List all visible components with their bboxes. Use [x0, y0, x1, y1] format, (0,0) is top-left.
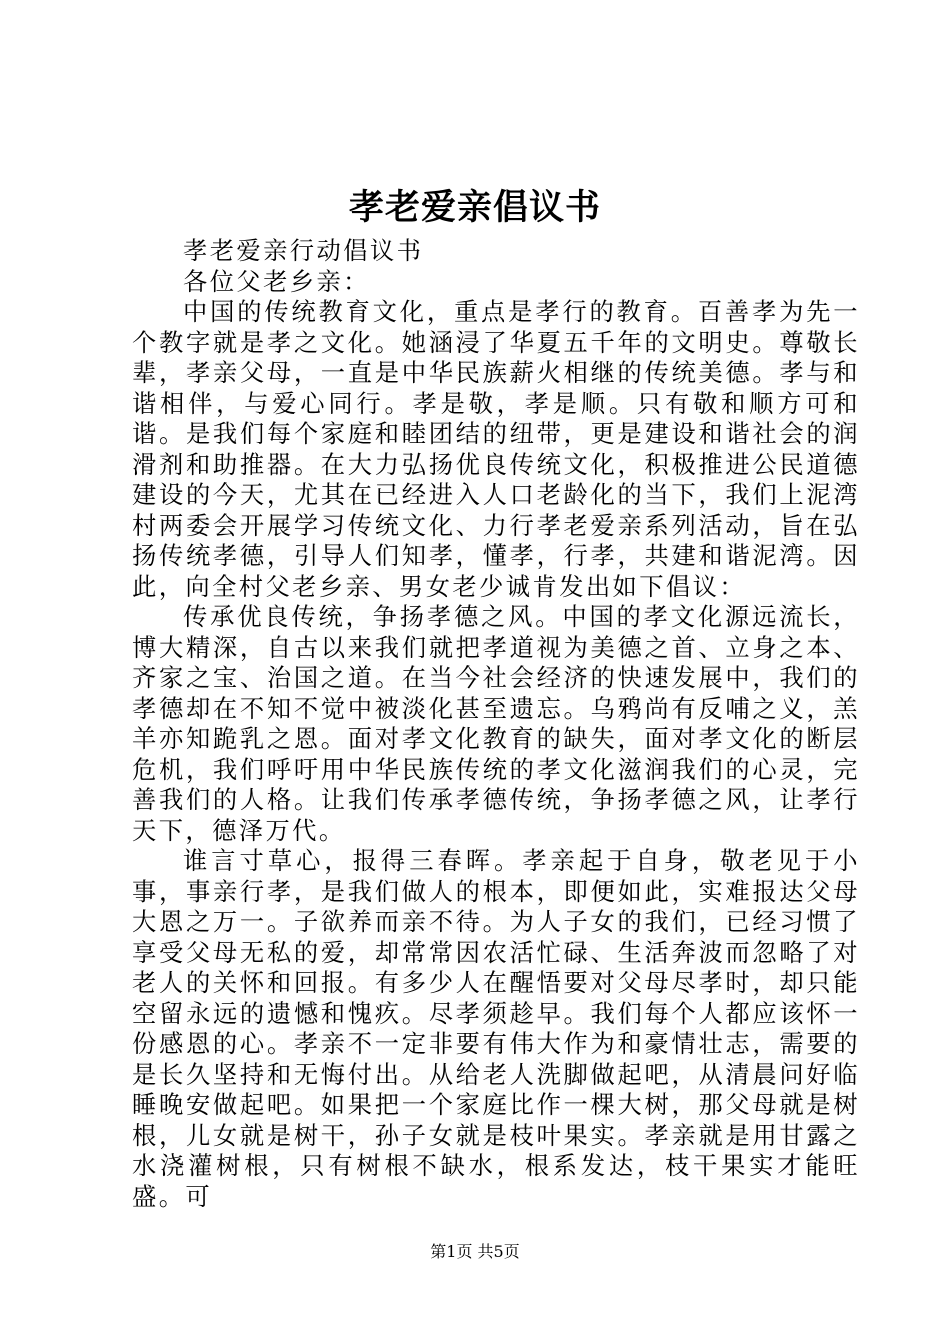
paragraph-tradition: 传承优良传统，争扬孝德之风。中国的孝文化源远流长，博大精深，自古以来我们就把孝道视为美德之首、立身之本、齐家之宝、治国之道。在当今社会经济的快速发展中，我们的孝德却在不知不觉中被淡化甚至遗忘。乌鸦尚有反哺之义，羔羊亦知跪乳之恩。面对孝文化教育的缺失，面对孝文化的断层危机，我们呼吁用中华民族传统的孝文化滋润我们的心灵，完善我们的人格。让我们传承孝德传统，争扬孝德之风，让孝行天下，德泽万代。 [132, 602, 860, 845]
paragraph-introduction: 中国的传统教育文化，重点是孝行的教育。百善孝为先一个教字就是孝之文化。她涵浸了华夏五千年的文明史。尊敬长辈，孝亲父母，一直是中华民族薪火相继的传统美德。孝与和谐相伴，与爱心同行。孝是敬，孝是顺。只有敬和顺方可和谐。是我们每个家庭和睦团结的纽带，更是建设和谐社会的润滑剂和助推器。在大力弘扬优良传统文化，积极推进公民道德建设的今天，尤其在已经进入人口老龄化的当下，我们上泥湾村两委会开展学习传统文化、力行孝老爱亲系列活动，旨在弘扬传统孝德，引导人们知孝，懂孝，行孝，共建和谐泥湾。因此，向全村父老乡亲、男女老少诚肯发出如下倡议： [132, 297, 860, 601]
document-body [132, 236, 860, 1212]
paragraph-salutation: 各位父老乡亲： [183, 266, 370, 296]
page-number-footer: 第1页 共5页 [430, 1242, 520, 1261]
document-title: 孝老爱亲倡议书 [348, 188, 601, 228]
paragraph-subtitle: 孝老爱亲行动倡议书 [183, 236, 424, 265]
paragraph-gratitude: 谁言寸草心，报得三春晖。孝亲起于自身，敬老见于小事，事亲行孝，是我们做人的根本，即便如此，实难报达父母大恩之万一。子欲养而亲不待。为人子女的我们，已经习惯了享受父母无私的爱，却常常因农活忙碌、生活奔波而忽略了对老人的关怀和回报。有多少人在醒悟要对父母尽孝时，却只能空留永远的遗憾和愧疚。尽孝须趁早。我们每个人都应该怀一份感恩的心。孝亲不一定非要有伟大作为和豪情壮志，需要的是长久坚持和无悔付出。从给老人洗脚做起吧，从清晨问好临睡晚安做起吧。如果把一个家庭比作一棵大树，那父母就是树根，儿女就是树干，孙子女就是枝叶果实。孝亲就是用甘露之水浇灌树根，只有树根不缺水，根系发达，枝干果实才能旺盛。可 [132, 846, 860, 1211]
